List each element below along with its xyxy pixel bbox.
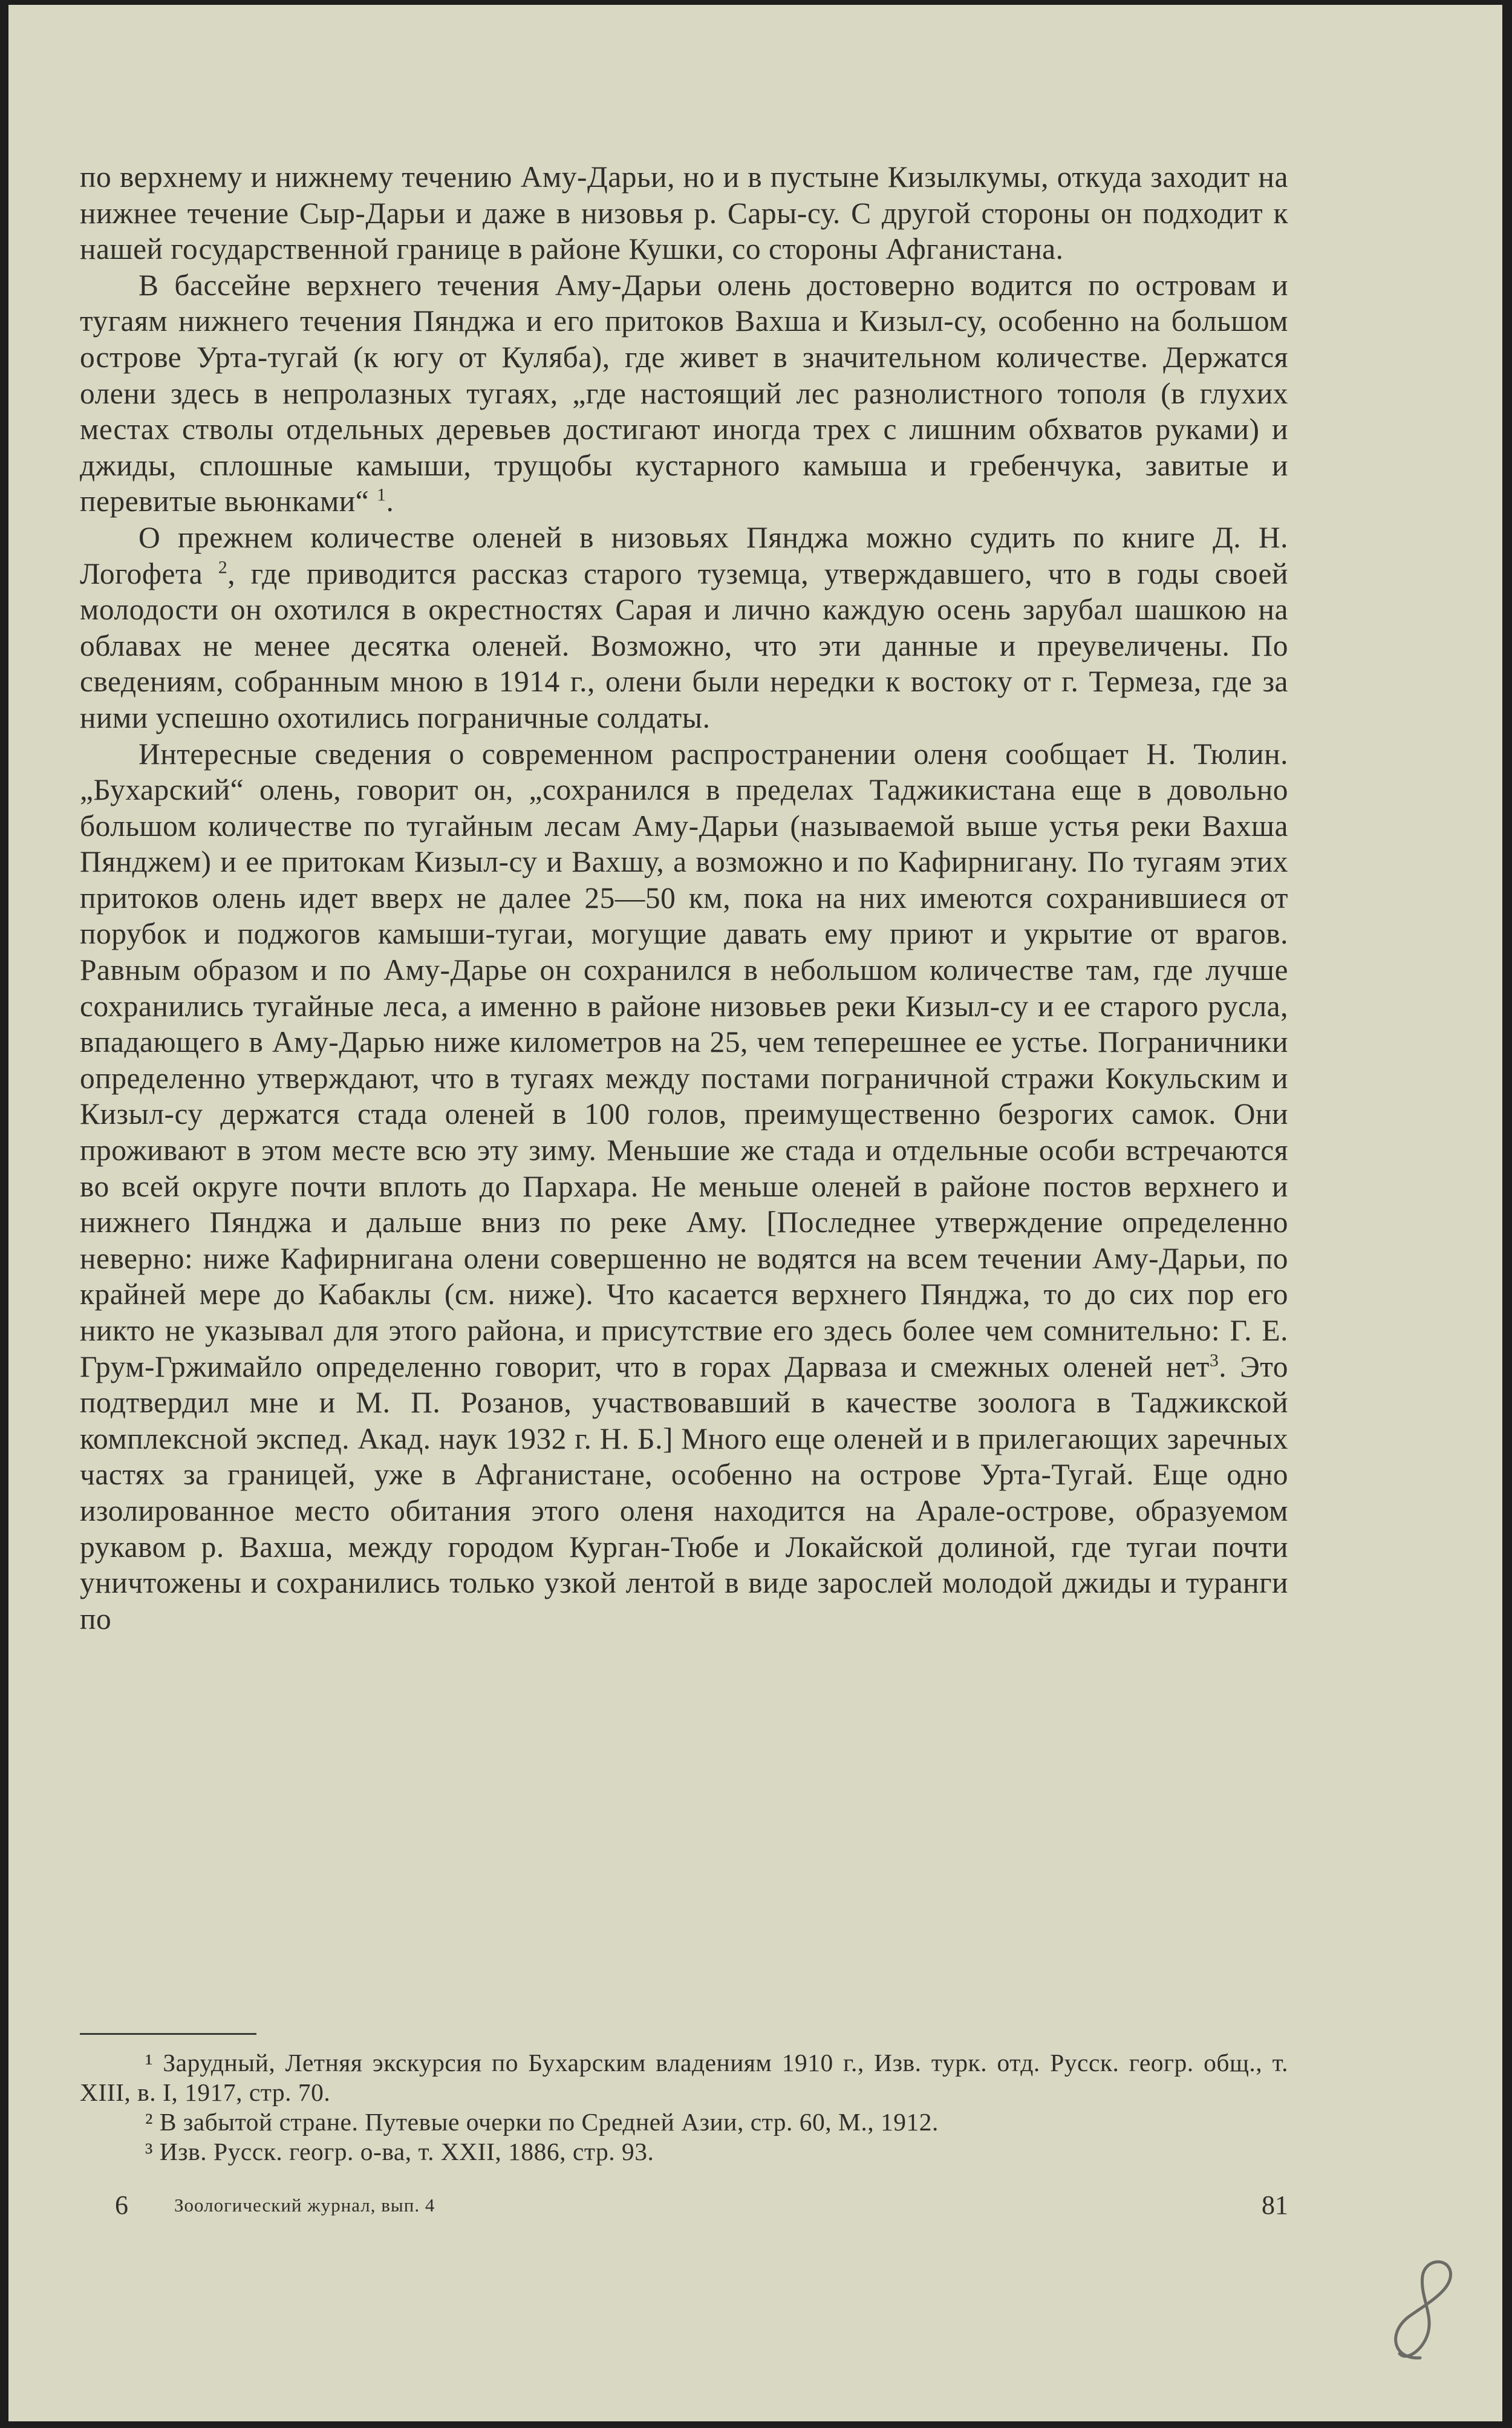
document-page	[8, 5, 1502, 2421]
footnote-2: ² В забытой стране. Путевые очерки по Средней Азии, стр. 60, М., 1912.	[145, 2108, 939, 2136]
handwritten-number-mark	[1383, 2252, 1467, 2367]
footnote-ref-1: 1	[377, 485, 386, 505]
footnote-1: ¹ Зарудный, Летняя экскурсия по Бухарским владениям 1910 г., Изв. турк. отд. Русск. геогр. общ., т. XIII, в. I, 1917, стр. 70.	[80, 2049, 1288, 2106]
signature-number: 6	[115, 2190, 128, 2220]
paragraph-3: О прежнем количестве оленей в низовьях Пянджа можно судить по книге Д. Н. Логофета $^2$, где приводится рассказ старого туземца, утверждавшего, что в годы своей молодости он охотился в окрестностях Сарая и лично каждую осень зарубал шашкою на облавах не менее десятка оленей. Возможно, что эти данные и преувеличены. По сведениям, собранным мною в 1914 г., олени были нередки к востоку от г. Термеза, где за ними успешно охотились пограничные солдаты.	[80, 520, 1289, 734]
paragraph-4: Интересные сведения о современном распространении оленя сообщает Н. Тюлин. „Бухарский“ олень, говорит он, „сохранился в пределах Таджикистана еще в довольно большом количестве по тугайным лесам Аму-Дарьи (называемой выше устья реки Вахша Пянджем) и ее притокам Кизыл-су и Вахшу, а возможно и по Кафирнигану. По тугаям этих притоков олень идет вверх не далее 25—50 км, пока на них имеются сохранившиеся от порубок и поджогов камыши-тугаи, могущие давать ему приют и укрытие от врагов. Равным образом и по Аму-Дарье он сохранился в небольшом количестве там, где лучше сохранились тугайные леса, а именно в районе низовьев реки Кизыл-су и ее старого русла, впадающего в Аму-Дарью ниже километров на 25, чем теперешнее ее устье. Пограничники определенно утверждают, что в тугаях между постами пограничной стражи Кокульским и Кизыл-су держатся стада оленей в 100 голов, преимущественно безрогих самок. Они проживают в этом месте всю эту зиму. Меньшие же стада и отдельные особи встречаются во всей округе почти вплоть до Пархара. Не меньше оленей в районе постов верхнего и нижнего Пянджа и дальше вниз по реке Аму. [Последнее утверждение определенно неверно: ниже Кафирнигана олени совершенно не водятся на всем течении Аму-Дарьи, по крайней мере до Кабаклы (см. ниже). Что касается верхнего Пянджа, то до сих пор его никто не указывал для этого района, и присутствие его здесь более чем сомнительно: Г. Е. Грум-Гржимайло определенно говорит, что в горах Дарваза и смежных оленей нет$^3$. Это подтвердил мне и М. П. Розанов, участвовавший в качестве зоолога в Таджикской комплексной экспед. Акад. наук 1932 г. Н. Б.] Много еще оленей и в прилегающих заречных частях за границей, уже в Афганистане, особенно на острове Урта-Тугай. Еще одно изолированное место обитания этого оленя находится на Арале-острове, образуемом рукавом р. Вахша, между городом Курган-Тюбе и Локайской долиной, где тугаи почти уничтожены и сохранились только узкой лентой в виде зарослей молодой джиды и туранги по	[80, 737, 1288, 1636]
body-text	[80, 159, 1288, 1637]
page-footer	[80, 2190, 1289, 2226]
page-number: 81	[1262, 2190, 1288, 2220]
footnote-ref-3: 3	[1209, 1351, 1219, 1371]
footnote-ref-2: 2	[218, 558, 228, 578]
paragraph-1: по верхнему и нижнему течению Аму-Дарьи, но и в пустыне Кизылкумы, откуда заходит на нижнее течение Сыр-Дарьи и даже в низовья р. Сары-су. С другой стороны он подходит к нашей государственной границе в районе Кушки, со стороны Афганистана.	[80, 160, 1288, 266]
paragraph-2: В бассейне верхнего течения Аму-Дарьи олень достоверно водится по островам и тугаям нижнего течения Пянджа и его притоков Вахша и Кизыл-су, особенно на большом острове Урта-тугай (к югу от Куляба), где живет в значительном количестве. Держатся олени здесь в непролазных тугаях, „где настоящий лес разнолистного тополя (в глухих местах стволы отдельных деревьев достигают иногда трех с лишним обхватов руками) и джиды, сплошные камыши, трущобы кустарного камыша и гребенчука, завитые и перевитые вьюнками“ $^1$.	[80, 268, 1288, 518]
footnote-divider	[80, 2033, 256, 2035]
footnotes	[80, 2048, 1288, 2167]
signature-title: Зоологический журнал, вып. 4	[174, 2195, 435, 2216]
footnote-3: ³ Изв. Русск. геогр. о-ва, т. XXII, 1886, стр. 93.	[145, 2138, 654, 2165]
